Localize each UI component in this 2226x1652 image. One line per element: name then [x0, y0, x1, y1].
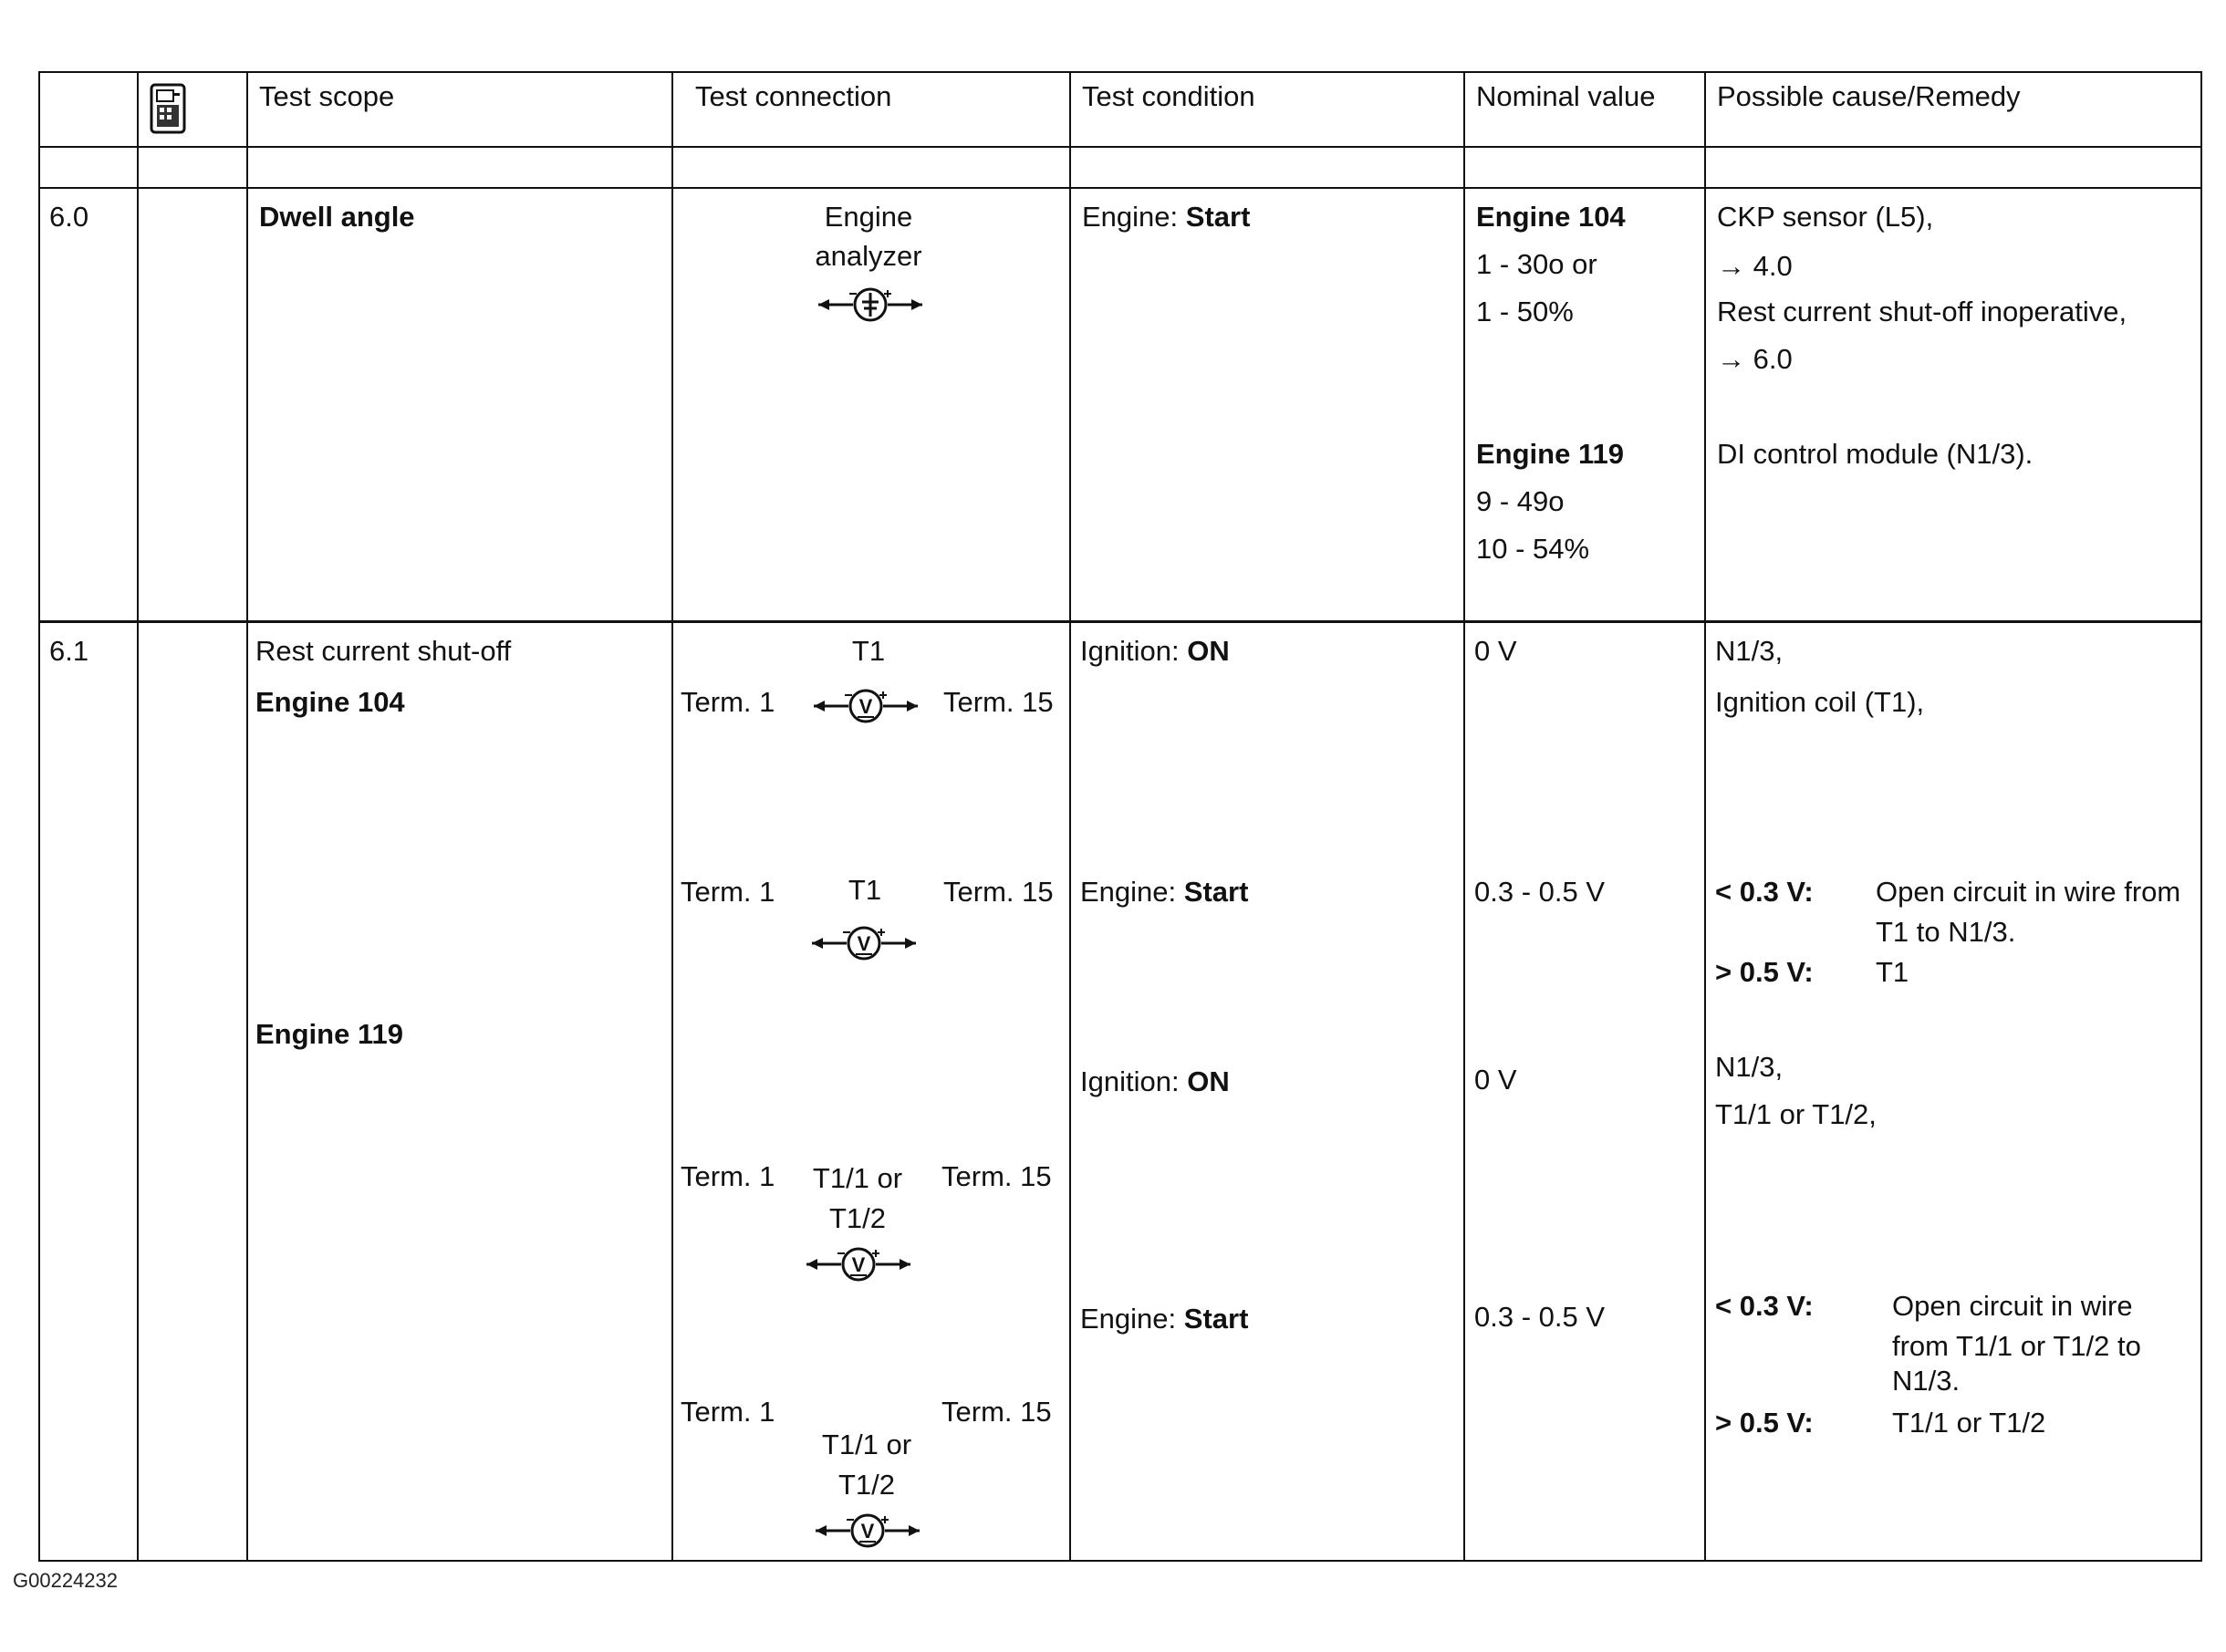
conn3-term-15: Term. 15	[941, 1160, 1052, 1192]
condition-prefix: Engine:	[1080, 876, 1184, 908]
test-scope-dwell-angle: Dwell angle	[259, 201, 415, 233]
conn3-term-1: Term. 1	[681, 1160, 775, 1192]
cause-b-high-label: > 0.5 V:	[1715, 956, 1814, 988]
cause-d-low-text-2: from T1/1 or T1/2 to	[1892, 1330, 2141, 1362]
cause-b-low-text-1: Open circuit in wire from	[1876, 876, 2181, 908]
nominal-value-3: 0 V	[1474, 1064, 1517, 1096]
condition-value: Start	[1183, 1303, 1249, 1335]
cause-d-high-text: T1/1 or T1/2	[1892, 1407, 2046, 1439]
tester-icon	[149, 82, 187, 135]
svg-text:V: V	[858, 695, 873, 718]
conn4-term-15: Term. 15	[941, 1396, 1052, 1428]
cause-b-high-text: T1	[1876, 956, 1909, 988]
svg-text:V: V	[851, 1253, 866, 1276]
condition-label	[1082, 201, 1250, 234]
conn4-component-line2: T1/2	[837, 1469, 896, 1501]
cause-b-low-text-2: T1 to N1/3.	[1876, 916, 2016, 948]
nominal-e119-value-2: 10 - 54%	[1476, 533, 1590, 565]
nominal-value-1: 0 V	[1474, 635, 1517, 667]
header-nominal-value: Nominal value	[1476, 80, 1656, 112]
voltmeter-icon	[812, 686, 920, 724]
col-rule-6	[1704, 71, 1706, 1562]
condition-value: ON	[1187, 635, 1230, 667]
test-scope-engine-119: Engine 119	[255, 1018, 403, 1050]
nominal-value-4: 0.3 - 0.5 V	[1474, 1301, 1606, 1333]
connection-engine-label: Engine	[824, 201, 913, 233]
col-rule-1	[137, 71, 139, 1562]
header-possible-cause: Possible cause/Remedy	[1717, 80, 2021, 112]
conn1-term-1: Term. 1	[681, 686, 775, 718]
condition-value: Start	[1183, 876, 1249, 908]
condition-value: Start	[1185, 201, 1251, 233]
col-rule-2	[246, 71, 248, 1562]
cause-d-low-text-1: Open circuit in wire	[1892, 1290, 2133, 1322]
test-scope-engine-104: Engine 104	[255, 686, 405, 718]
cause-d-high-label: > 0.5 V:	[1715, 1407, 1814, 1439]
step-number: 6.1	[49, 635, 89, 667]
row-separator-rule	[38, 620, 2202, 623]
cause-d-low-text-3: N1/3.	[1892, 1365, 1961, 1397]
nominal-engine-119: Engine 119	[1476, 438, 1624, 470]
conn3-component-line2: T1/2	[828, 1202, 887, 1234]
nominal-engine-104: Engine 104	[1476, 201, 1626, 233]
voltmeter-icon	[805, 1244, 912, 1283]
condition-3	[1080, 1065, 1230, 1098]
header-test-connection: Test connection	[695, 80, 892, 112]
cause-c-line2: T1/1 or T1/2,	[1715, 1098, 1877, 1130]
cause-ref-4-0: → 4.0	[1717, 250, 1793, 282]
header-bottom-rule	[38, 146, 2202, 148]
engine-analyzer-icon	[817, 285, 924, 323]
cause-b-low-label: < 0.3 V:	[1715, 876, 1814, 908]
conn2-term-15: Term. 15	[943, 876, 1054, 908]
voltmeter-icon	[814, 1511, 921, 1549]
condition-prefix: Engine:	[1082, 201, 1186, 233]
col-rule-4	[1069, 71, 1071, 1562]
col-rule-5	[1463, 71, 1465, 1562]
condition-prefix: Engine:	[1080, 1303, 1184, 1335]
conn1-component: T1	[851, 635, 886, 667]
col-rule-3	[671, 71, 673, 1562]
conn1-term-15: Term. 15	[943, 686, 1054, 718]
cause-a-line1: N1/3,	[1715, 635, 1784, 667]
cause-di-control-module: DI control module (N1/3).	[1717, 438, 2034, 470]
nominal-e104-value-2: 1 - 50%	[1476, 296, 1574, 327]
header-test-condition: Test condition	[1082, 80, 1255, 112]
connection-analyzer-label: analyzer	[815, 240, 922, 272]
nominal-value-2: 0.3 - 0.5 V	[1474, 876, 1606, 908]
condition-value: ON	[1187, 1065, 1230, 1097]
condition-prefix: Ignition:	[1080, 635, 1188, 667]
condition-prefix: Ignition:	[1080, 1065, 1188, 1097]
conn4-term-1: Term. 1	[681, 1396, 775, 1428]
figure-id: G00224232	[13, 1569, 118, 1592]
test-scope-rest-current: Rest current shut-off	[255, 635, 512, 667]
condition-4	[1080, 1303, 1248, 1335]
header-test-scope: Test scope	[259, 80, 395, 112]
svg-text:V: V	[860, 1520, 875, 1543]
cause-c-line1: N1/3,	[1715, 1051, 1784, 1083]
cause-ckp-sensor: CKP sensor (L5),	[1717, 201, 1934, 233]
cause-rest-current: Rest current shut-off inoperative,	[1717, 296, 2127, 327]
cause-a-line2: Ignition coil (T1),	[1715, 686, 1925, 718]
svg-text:V: V	[857, 932, 871, 955]
conn4-component-line1: T1/1 or	[821, 1429, 912, 1460]
spacer-bottom-rule	[38, 187, 2202, 189]
condition-1	[1080, 635, 1230, 668]
conn2-term-1: Term. 1	[681, 876, 775, 908]
conn3-component-line1: T1/1 or	[812, 1162, 903, 1194]
cause-ref-6-0: → 6.0	[1717, 343, 1793, 375]
voltmeter-icon	[810, 923, 918, 961]
nominal-e104-value-1: 1 - 30o or	[1476, 248, 1597, 280]
cause-d-low-label: < 0.3 V:	[1715, 1290, 1814, 1322]
step-number: 6.0	[49, 201, 89, 233]
nominal-e119-value-1: 9 - 49o	[1476, 485, 1565, 517]
conn2-component: T1	[848, 874, 882, 906]
condition-2	[1080, 876, 1248, 909]
